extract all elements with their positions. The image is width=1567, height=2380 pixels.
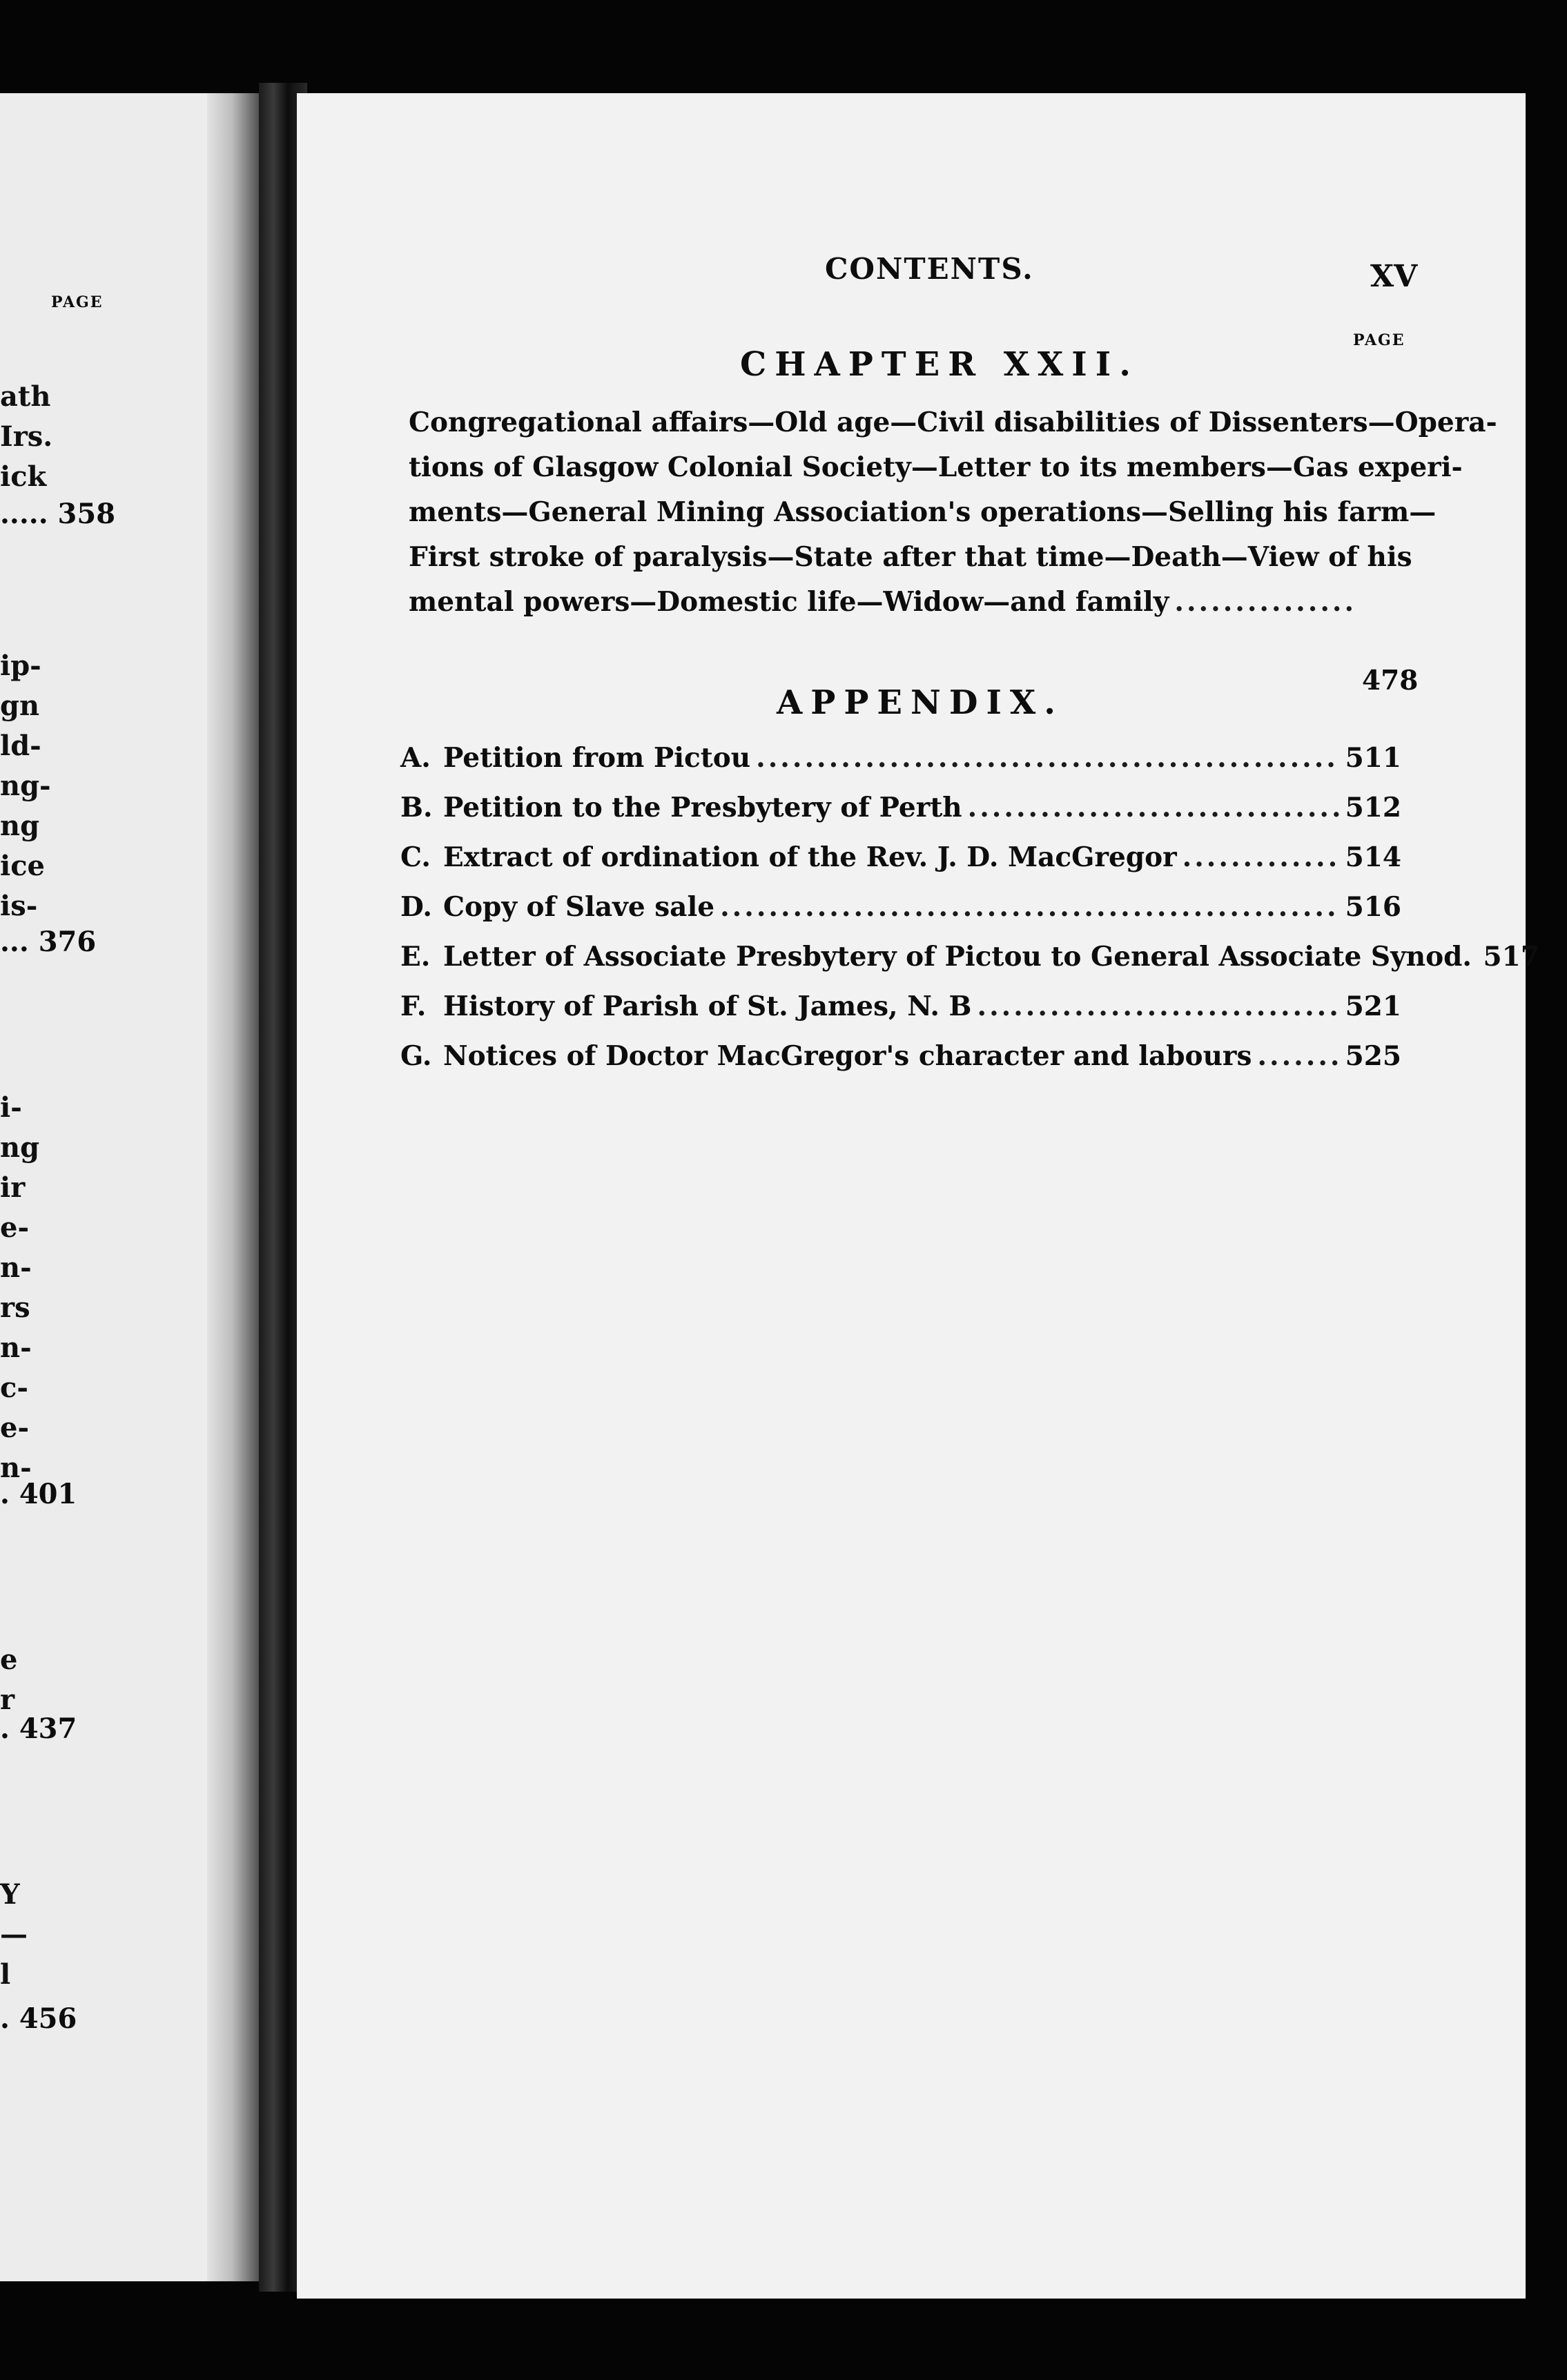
dot-leader (1182, 841, 1339, 873)
left-fragment: n- (0, 1452, 32, 1484)
left-fragment: n- (0, 1332, 32, 1364)
left-fragment: n- (0, 1251, 32, 1284)
chapter-page-number: 478 (1362, 665, 1419, 696)
appendix-letter: G. (400, 1040, 432, 1072)
appendix-entry (400, 991, 1401, 1040)
left-fragment: r (0, 1684, 15, 1716)
appendix-entry (400, 1040, 1401, 1090)
chapter-heading: CHAPTER XXII. (740, 345, 1139, 384)
appendix-letter: D. (400, 891, 433, 923)
dot-leader (977, 991, 1340, 1022)
appendix-page-number: 512 (1345, 792, 1401, 823)
appendix-entry (400, 841, 1401, 891)
appendix-title: Copy of Slave sale (443, 891, 715, 923)
left-fragment: — (0, 1918, 28, 1951)
appendix-page-number: 516 (1345, 891, 1401, 923)
appendix-entry (400, 891, 1401, 941)
left-page-label: PAGE (51, 293, 104, 311)
left-fragment: ick (0, 460, 47, 493)
left-fragment: ng (0, 1131, 40, 1164)
appendix-title: Letter of Associate Presbytery of Pictou to General Associate Synod. (443, 941, 1472, 973)
left-fragment: gn (0, 690, 40, 722)
page-folio: XV (1370, 259, 1418, 294)
dot-leader (720, 891, 1339, 923)
left-page-gutter-shadow (207, 93, 262, 2281)
appendix-letter: E. (400, 941, 431, 973)
running-head: CONTENTS. (825, 252, 1034, 286)
chapter-summary (409, 400, 1497, 625)
dot-leader (1174, 580, 1356, 625)
left-fragment: e- (0, 1211, 30, 1244)
appendix-entry (400, 742, 1401, 792)
appendix-heading: APPENDIX. (777, 683, 1064, 722)
left-fragment: i- (0, 1091, 22, 1124)
left-fragment: ld- (0, 730, 41, 762)
left-page (0, 93, 262, 2281)
left-fragment: e- (0, 1412, 30, 1444)
left-page-number: . 437 (0, 1713, 77, 1745)
appendix-entry (400, 941, 1539, 991)
appendix-list (400, 742, 1539, 1090)
chapter-summary-last-line (409, 580, 1361, 625)
appendix-title: Extract of ordination of the Rev. J. D. MacGregor (443, 841, 1177, 873)
appendix-letter: F. (400, 991, 427, 1022)
left-page-number: ..... 358 (0, 498, 116, 530)
chapter-summary-line: First stroke of paralysis—State after that time—Death—View of his (409, 541, 1412, 573)
appendix-entry (400, 792, 1401, 841)
page-column-label: PAGE (1353, 331, 1405, 349)
left-fragment: is- (0, 890, 38, 922)
dot-leader (756, 742, 1339, 774)
appendix-page-number: 517 (1483, 941, 1539, 973)
left-page-number: . 401 (0, 1478, 77, 1510)
appendix-page-number: 511 (1345, 742, 1401, 774)
left-fragment: ng (0, 810, 40, 842)
left-fragment: rs (0, 1291, 30, 1324)
right-page (297, 93, 1539, 2299)
chapter-summary-line: tions of Glasgow Colonial Society—Letter to its members—Gas experi- (409, 451, 1463, 483)
chapter-summary-line: Congregational affairs—Old age—Civil disabilities of Dissenters—Opera- (409, 407, 1497, 438)
dot-leader (1257, 1040, 1339, 1072)
appendix-title: Notices of Doctor MacGregor's character and labours (443, 1040, 1252, 1072)
appendix-letter: B. (400, 792, 433, 823)
left-page-number: . 456 (0, 2002, 77, 2035)
left-fragment: l (0, 1958, 11, 1991)
appendix-title: Petition to the Presbytery of Perth (443, 792, 962, 823)
left-fragment: c- (0, 1372, 28, 1404)
chapter-summary-line: mental powers—Domestic life—Widow—and family (409, 586, 1169, 618)
appendix-page-number: 525 (1345, 1040, 1401, 1072)
appendix-letter: A. (400, 742, 431, 774)
appendix-page-number: 521 (1345, 991, 1401, 1022)
left-fragment: ice (0, 850, 45, 882)
left-fragment: Y (0, 1878, 20, 1911)
chapter-summary-line: ments—General Mining Association's operations—Selling his farm— (409, 496, 1437, 528)
appendix-letter: C. (400, 841, 431, 873)
left-fragment: ng- (0, 770, 51, 802)
left-fragment: ip- (0, 650, 41, 682)
appendix-page-number: 514 (1345, 841, 1401, 873)
left-fragment: e (0, 1643, 18, 1676)
left-fragment: Irs. (0, 420, 53, 453)
left-page-number: ... 376 (0, 926, 97, 958)
left-fragment: ath (0, 380, 51, 413)
dot-leader (968, 792, 1339, 823)
left-fragment: ir (0, 1171, 26, 1204)
appendix-title: Petition from Pictou (443, 742, 751, 774)
appendix-title: History of Parish of St. James, N. B (443, 991, 972, 1022)
